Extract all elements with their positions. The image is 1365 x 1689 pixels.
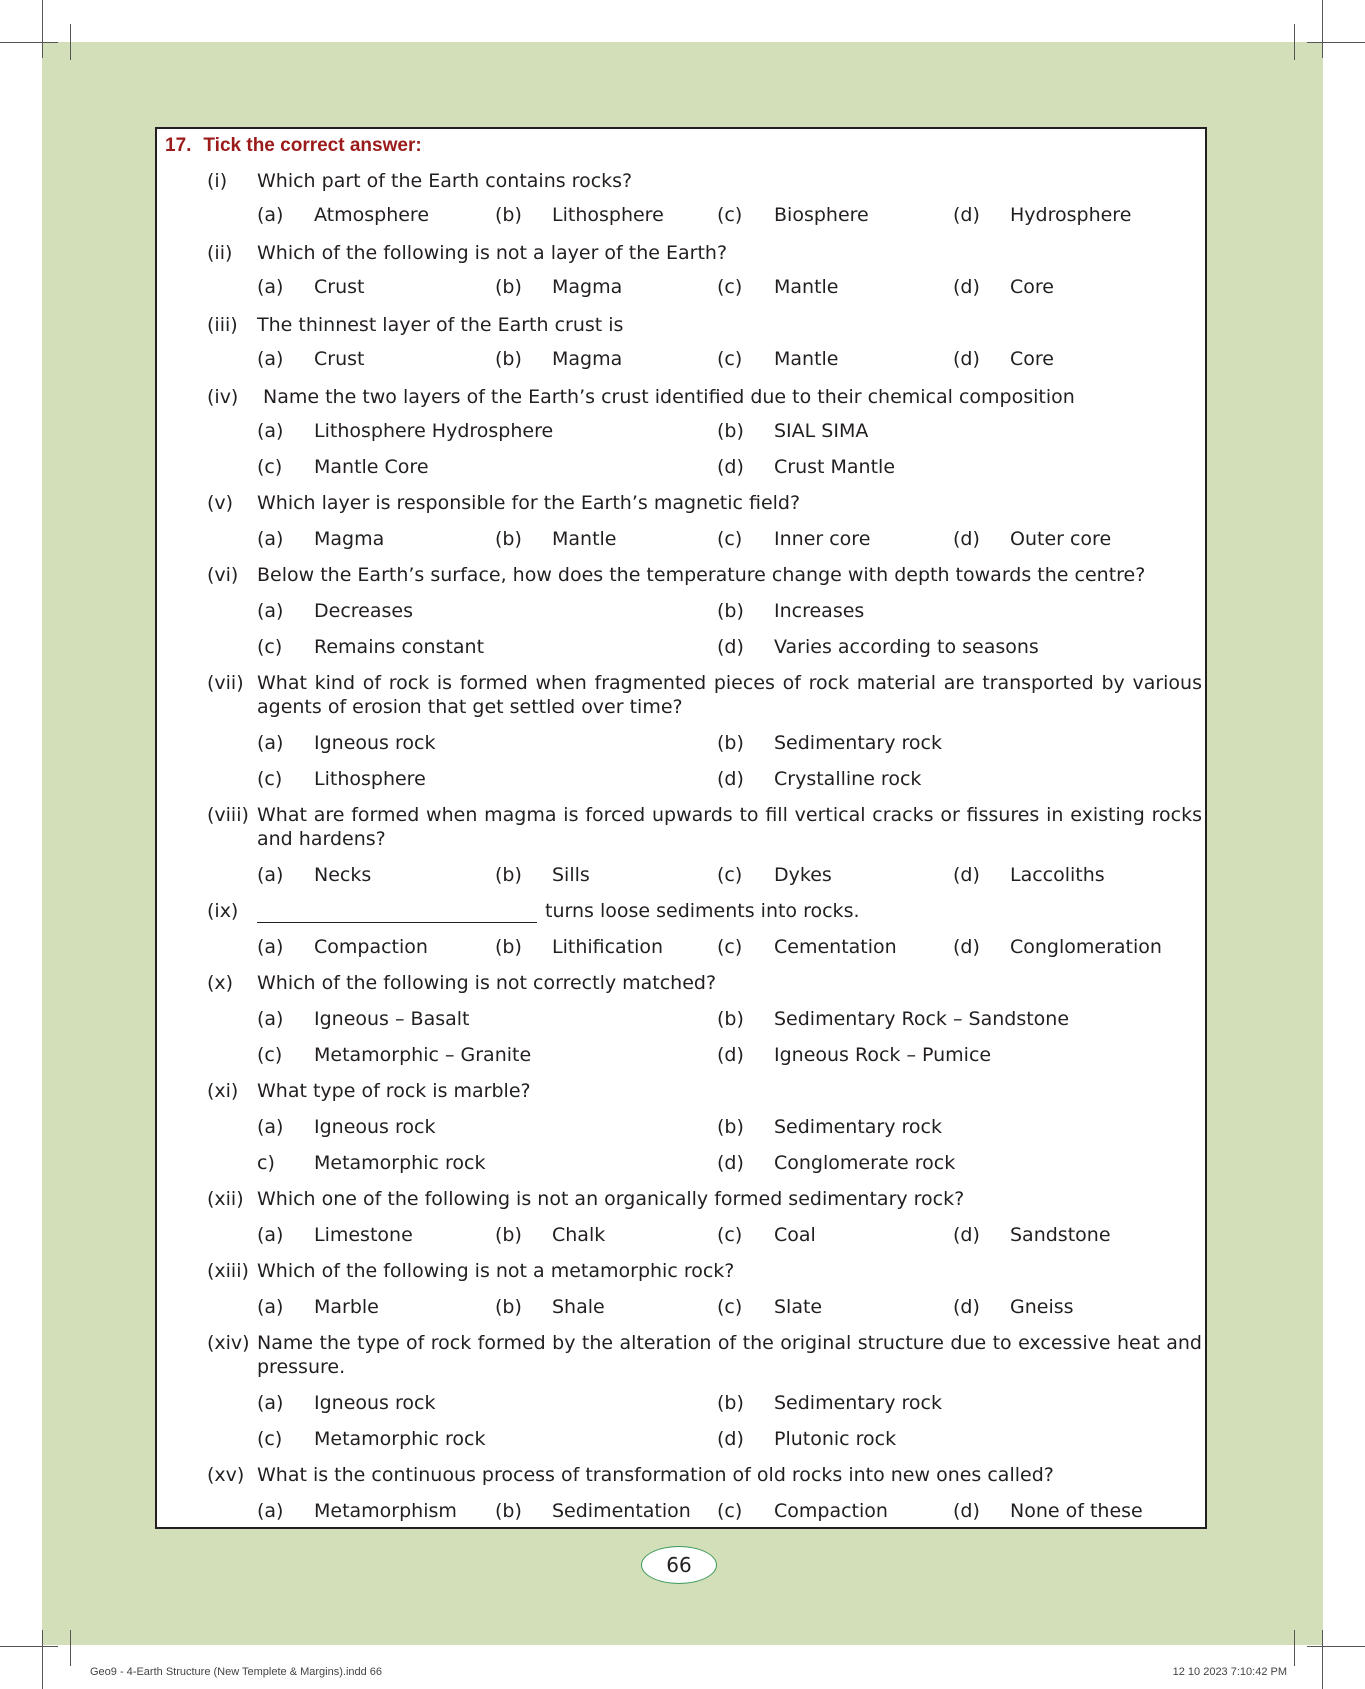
page-number: 66 bbox=[641, 1546, 717, 1584]
question-text: What type of rock is marble? bbox=[257, 1080, 531, 1102]
option-text[interactable]: Metamorphic – Granite bbox=[314, 1044, 532, 1066]
option-letter[interactable]: (b) bbox=[495, 528, 522, 550]
option-letter[interactable]: (c) bbox=[717, 1296, 743, 1318]
option-letter[interactable]: (a) bbox=[257, 732, 284, 754]
option-text[interactable]: Chalk bbox=[552, 1224, 606, 1246]
question-text: Which layer is responsible for the Earth’s magnetic field? bbox=[257, 492, 801, 514]
question-roman-number: (xiii) bbox=[207, 1260, 249, 1282]
option-text[interactable]: Lithosphere bbox=[552, 204, 664, 226]
option-letter[interactable]: (b) bbox=[495, 276, 522, 298]
crop-mark bbox=[0, 42, 58, 43]
option-letter[interactable]: (a) bbox=[257, 1224, 284, 1246]
question-text: What is the continuous process of transformation of old rocks into new ones called? bbox=[257, 1464, 1054, 1486]
answer-options-row bbox=[157, 863, 1205, 887]
question-roman-number: (xiv) bbox=[207, 1332, 250, 1354]
option-letter[interactable]: (d) bbox=[953, 1224, 980, 1246]
question-roman-number: (ii) bbox=[207, 242, 233, 264]
question-text-container bbox=[257, 971, 1202, 995]
option-text[interactable]: Gneiss bbox=[1010, 1296, 1074, 1318]
option-text[interactable]: Metamorphic rock bbox=[314, 1152, 486, 1174]
option-text[interactable]: Sedimentary rock bbox=[774, 1392, 942, 1414]
crop-mark bbox=[70, 24, 71, 60]
option-text[interactable]: Igneous Rock – Pumice bbox=[774, 1044, 992, 1066]
option-letter[interactable]: (a) bbox=[257, 1116, 284, 1138]
option-letter[interactable]: (c) bbox=[717, 1224, 743, 1246]
question-text-container bbox=[257, 1187, 1202, 1211]
question-roman-number: (vi) bbox=[207, 564, 239, 586]
answer-options-row bbox=[157, 1007, 1205, 1031]
option-letter[interactable]: (d) bbox=[953, 1500, 980, 1522]
option-letter[interactable]: (a) bbox=[257, 348, 284, 370]
answer-options-row bbox=[157, 1391, 1205, 1415]
option-text[interactable]: Limestone bbox=[314, 1224, 413, 1246]
option-text[interactable]: Marble bbox=[314, 1296, 379, 1318]
option-text[interactable]: Outer core bbox=[1010, 528, 1112, 550]
option-text[interactable]: Mantle bbox=[552, 528, 617, 550]
question-roman-number: (viii) bbox=[207, 804, 249, 826]
option-text[interactable]: Varies according to seasons bbox=[774, 636, 1039, 658]
option-letter[interactable]: (d) bbox=[717, 1152, 744, 1174]
question-box bbox=[155, 127, 1207, 1529]
option-letter[interactable]: (c) bbox=[717, 348, 743, 370]
question-text: Which of the following is not a layer of the Earth? bbox=[257, 242, 728, 264]
option-text[interactable]: Sandstone bbox=[1010, 1224, 1111, 1246]
option-text[interactable]: Core bbox=[1010, 348, 1054, 370]
option-letter[interactable]: (b) bbox=[495, 1500, 522, 1522]
question-text: Which part of the Earth contains rocks? bbox=[257, 170, 633, 192]
option-text[interactable]: Conglomerate rock bbox=[774, 1152, 956, 1174]
footer-timestamp: 12 10 2023 7:10:42 PM bbox=[1172, 1666, 1287, 1678]
answer-options-row bbox=[157, 1115, 1205, 1139]
option-letter[interactable]: (a) bbox=[257, 420, 284, 442]
option-text[interactable]: Crust bbox=[314, 348, 365, 370]
question-text: Which one of the following is not an organically formed sedimentary rock? bbox=[257, 1188, 965, 1210]
option-letter[interactable]: (c) bbox=[257, 1044, 283, 1066]
question-text: Which of the following is not correctly matched? bbox=[257, 972, 717, 994]
question-roman-number: (ix) bbox=[207, 900, 239, 922]
option-letter[interactable]: (b) bbox=[717, 1116, 744, 1138]
option-text[interactable]: Coal bbox=[774, 1224, 816, 1246]
option-letter[interactable]: (d) bbox=[717, 768, 744, 790]
option-letter[interactable]: (d) bbox=[953, 276, 980, 298]
answer-options-row bbox=[157, 599, 1205, 623]
answer-options-row bbox=[157, 1499, 1205, 1523]
question-text-container bbox=[257, 1331, 1202, 1379]
answer-options-row bbox=[157, 767, 1205, 791]
fill-in-blank[interactable] bbox=[257, 903, 537, 923]
option-letter[interactable]: (d) bbox=[717, 1428, 744, 1450]
answer-options-row bbox=[157, 527, 1205, 551]
option-text[interactable]: Metamorphic rock bbox=[314, 1428, 486, 1450]
option-letter[interactable]: (b) bbox=[717, 732, 744, 754]
option-letter[interactable]: (a) bbox=[257, 864, 284, 886]
answer-options-row bbox=[157, 1223, 1205, 1247]
answer-options-row bbox=[157, 203, 1205, 227]
crop-mark bbox=[1294, 24, 1295, 60]
option-letter[interactable]: (d) bbox=[953, 528, 980, 550]
option-letter[interactable]: (d) bbox=[953, 348, 980, 370]
option-text[interactable]: Increases bbox=[774, 600, 865, 622]
option-letter[interactable]: (d) bbox=[953, 936, 980, 958]
option-letter[interactable]: (d) bbox=[953, 204, 980, 226]
option-letter[interactable]: (a) bbox=[257, 1008, 284, 1030]
option-text[interactable]: Sills bbox=[552, 864, 590, 886]
question-roman-number: (iv) bbox=[207, 386, 239, 408]
question-text: What kind of rock is formed when fragmented pieces of rock material are transported by various agents of erosion that get settled over time? bbox=[257, 672, 1202, 718]
question-roman-number: (x) bbox=[207, 972, 234, 994]
option-text[interactable]: Slate bbox=[774, 1296, 823, 1318]
option-text[interactable]: Inner core bbox=[774, 528, 871, 550]
option-letter[interactable]: (c) bbox=[257, 1428, 283, 1450]
crop-mark bbox=[0, 1646, 58, 1647]
option-letter[interactable]: (c) bbox=[257, 456, 283, 478]
option-letter[interactable]: (d) bbox=[717, 636, 744, 658]
option-text[interactable]: Remains constant bbox=[314, 636, 485, 658]
option-letter[interactable]: (d) bbox=[953, 864, 980, 886]
option-letter[interactable]: (b) bbox=[495, 1224, 522, 1246]
option-text[interactable]: Magma bbox=[314, 528, 385, 550]
option-letter[interactable]: (c) bbox=[717, 864, 743, 886]
question-roman-number: (xv) bbox=[207, 1464, 245, 1486]
option-letter[interactable]: (b) bbox=[495, 864, 522, 886]
option-letter[interactable]: (b) bbox=[717, 420, 744, 442]
crop-mark bbox=[42, 0, 43, 58]
option-text[interactable]: Sedimentary rock bbox=[774, 732, 942, 754]
option-text[interactable]: Crust bbox=[314, 276, 365, 298]
option-letter[interactable]: (c) bbox=[717, 936, 743, 958]
option-text[interactable]: Mantle Core bbox=[314, 456, 429, 478]
option-letter[interactable]: (a) bbox=[257, 1500, 284, 1522]
option-text[interactable]: Necks bbox=[314, 864, 372, 886]
question-text: Name the type of rock formed by the alteration of the original structure due to excessive heat and pressure. bbox=[257, 1332, 1202, 1378]
crop-mark bbox=[70, 1630, 71, 1666]
option-letter[interactable]: (b) bbox=[495, 204, 522, 226]
option-text[interactable]: Shale bbox=[552, 1296, 605, 1318]
option-letter[interactable]: (b) bbox=[717, 1392, 744, 1414]
crop-mark bbox=[1307, 42, 1365, 43]
option-letter[interactable]: (a) bbox=[257, 600, 284, 622]
option-letter[interactable]: (a) bbox=[257, 528, 284, 550]
question-text-container bbox=[257, 899, 1202, 923]
option-text[interactable]: Sedimentary rock bbox=[774, 1116, 942, 1138]
answer-options-row bbox=[157, 419, 1205, 443]
option-letter[interactable]: (b) bbox=[495, 936, 522, 958]
answer-options-row bbox=[157, 1151, 1205, 1175]
option-letter[interactable]: c) bbox=[257, 1152, 275, 1174]
option-text[interactable]: Sedimentary Rock – Sandstone bbox=[774, 1008, 1070, 1030]
option-text[interactable]: Core bbox=[1010, 276, 1054, 298]
option-text[interactable]: Laccoliths bbox=[1010, 864, 1105, 886]
question-text-container bbox=[257, 1259, 1202, 1283]
answer-options-row bbox=[157, 347, 1205, 371]
option-letter[interactable]: (c) bbox=[717, 276, 743, 298]
question-text: The thinnest layer of the Earth crust is bbox=[257, 314, 624, 336]
footer-file-info: Geo9 - 4-Earth Structure (New Templete & Margins).indd 66 bbox=[90, 1666, 383, 1678]
question-text-container bbox=[257, 563, 1202, 587]
question-text: Below the Earth’s surface, how does the temperature change with depth towards the centre? bbox=[257, 564, 1146, 586]
option-text[interactable]: Sedimentation bbox=[552, 1500, 691, 1522]
answer-options-row bbox=[157, 1427, 1205, 1451]
option-letter[interactable]: (c) bbox=[717, 528, 743, 550]
option-text[interactable]: Hydrosphere bbox=[1010, 204, 1132, 226]
answer-options-row bbox=[157, 731, 1205, 755]
option-letter[interactable]: (d) bbox=[953, 1296, 980, 1318]
question-roman-number: (v) bbox=[207, 492, 234, 514]
option-text[interactable]: Igneous rock bbox=[314, 732, 436, 754]
crop-mark bbox=[1307, 1646, 1365, 1647]
option-letter[interactable]: (a) bbox=[257, 204, 284, 226]
option-text[interactable]: Lithosphere Hydrosphere bbox=[314, 420, 554, 442]
option-text[interactable]: Mantle bbox=[774, 348, 839, 370]
option-letter[interactable]: (d) bbox=[717, 1044, 744, 1066]
option-letter[interactable]: (a) bbox=[257, 936, 284, 958]
option-letter[interactable]: (a) bbox=[257, 276, 284, 298]
section-heading bbox=[165, 135, 422, 157]
option-text[interactable]: Igneous rock bbox=[314, 1392, 436, 1414]
option-text[interactable]: None of these bbox=[1010, 1500, 1143, 1522]
question-text-container bbox=[257, 313, 1202, 337]
question-text: Which of the following is not a metamorphic rock? bbox=[257, 1260, 735, 1282]
option-letter[interactable]: (b) bbox=[717, 600, 744, 622]
answer-options-row bbox=[157, 935, 1205, 959]
option-text[interactable]: Magma bbox=[552, 276, 623, 298]
question-roman-number: (iii) bbox=[207, 314, 238, 336]
option-text[interactable]: Magma bbox=[552, 348, 623, 370]
answer-options-row bbox=[157, 1295, 1205, 1319]
question-text: turns loose sediments into rocks. bbox=[545, 900, 860, 922]
option-text[interactable]: Lithification bbox=[552, 936, 664, 958]
option-text[interactable]: Biosphere bbox=[774, 204, 869, 226]
question-text-container bbox=[263, 385, 1202, 409]
option-letter[interactable]: (b) bbox=[495, 348, 522, 370]
question-roman-number: (xi) bbox=[207, 1080, 239, 1102]
option-letter[interactable]: (c) bbox=[717, 204, 743, 226]
option-letter[interactable]: (c) bbox=[717, 1500, 743, 1522]
question-number: 17. bbox=[165, 135, 192, 156]
question-text-container bbox=[257, 241, 1202, 265]
question-text: Name the two layers of the Earth’s crust identified due to their chemical composition bbox=[263, 386, 1075, 408]
option-text[interactable]: Compaction bbox=[774, 1500, 888, 1522]
option-text[interactable]: Igneous – Basalt bbox=[314, 1008, 470, 1030]
option-text[interactable]: Igneous rock bbox=[314, 1116, 436, 1138]
option-letter[interactable]: (d) bbox=[717, 456, 744, 478]
question-roman-number: (xii) bbox=[207, 1188, 244, 1210]
option-text[interactable]: Metamorphism bbox=[314, 1500, 457, 1522]
option-letter[interactable]: (a) bbox=[257, 1392, 284, 1414]
crop-mark bbox=[42, 1630, 43, 1689]
option-text[interactable]: Mantle bbox=[774, 276, 839, 298]
option-text[interactable]: Compaction bbox=[314, 936, 428, 958]
crop-mark bbox=[1322, 1630, 1323, 1689]
option-text[interactable]: Cementation bbox=[774, 936, 897, 958]
option-letter[interactable]: (b) bbox=[717, 1008, 744, 1030]
answer-options-row bbox=[157, 455, 1205, 479]
crop-mark bbox=[1322, 0, 1323, 58]
answer-options-row bbox=[157, 635, 1205, 659]
question-text-container bbox=[257, 1079, 1202, 1103]
option-text[interactable]: Conglomeration bbox=[1010, 936, 1162, 958]
option-text[interactable]: Lithosphere bbox=[314, 768, 426, 790]
option-text[interactable]: Crystalline rock bbox=[774, 768, 922, 790]
option-letter[interactable]: (b) bbox=[495, 1296, 522, 1318]
option-text[interactable]: Crust Mantle bbox=[774, 456, 896, 478]
question-text-container bbox=[257, 169, 1202, 193]
answer-options-row bbox=[157, 1043, 1205, 1067]
option-letter[interactable]: (a) bbox=[257, 1296, 284, 1318]
question-roman-number: (i) bbox=[207, 170, 228, 192]
option-text[interactable]: Dykes bbox=[774, 864, 832, 886]
section-title: Tick the correct answer: bbox=[203, 135, 422, 156]
option-text[interactable]: Plutonic rock bbox=[774, 1428, 897, 1450]
option-text[interactable]: SIAL SIMA bbox=[774, 420, 869, 442]
question-text-container bbox=[257, 1463, 1202, 1487]
crop-mark bbox=[1294, 1630, 1295, 1666]
option-text[interactable]: Decreases bbox=[314, 600, 413, 622]
option-letter[interactable]: (c) bbox=[257, 768, 283, 790]
question-text: What are formed when magma is forced upwards to fill vertical cracks or fissures in existing rocks and hardens? bbox=[257, 804, 1202, 850]
question-text-container bbox=[257, 491, 1202, 515]
option-letter[interactable]: (c) bbox=[257, 636, 283, 658]
option-text[interactable]: Atmosphere bbox=[314, 204, 430, 226]
answer-options-row bbox=[157, 275, 1205, 299]
question-text-container bbox=[257, 803, 1202, 851]
question-roman-number: (vii) bbox=[207, 672, 244, 694]
question-text-container bbox=[257, 671, 1202, 719]
